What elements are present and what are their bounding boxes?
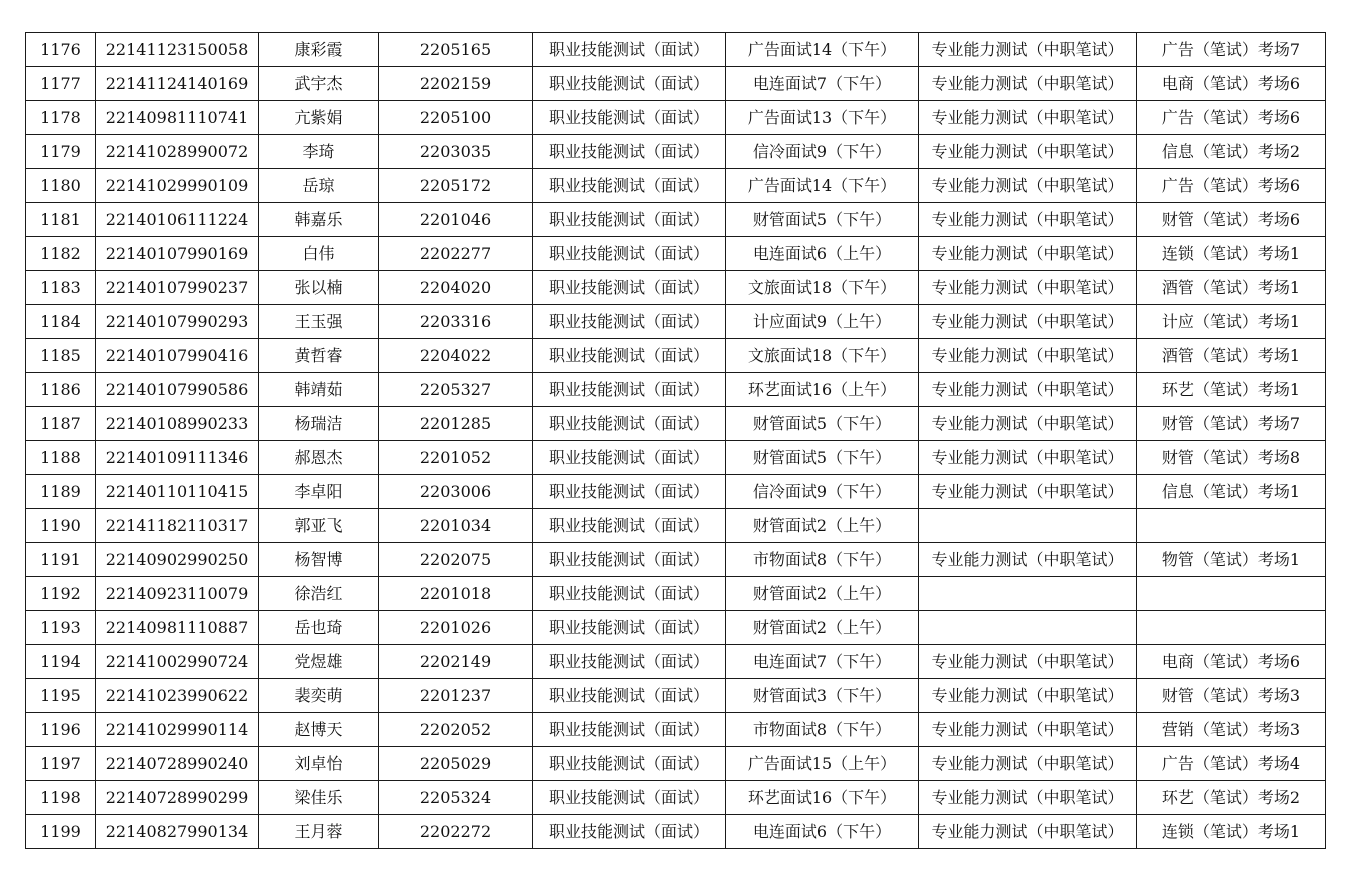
name-cell: 郝恩杰 (259, 441, 379, 475)
interview-room-cell: 电连面试6（下午） (726, 815, 919, 849)
written-room-cell: 连锁（笔试）考场1 (1137, 815, 1326, 849)
interview-room-cell: 电连面试6（上午） (726, 237, 919, 271)
written-room-cell (1137, 509, 1326, 543)
written-subject-cell: 专业能力测试（中职笔试） (919, 543, 1137, 577)
written-subject-cell: 专业能力测试（中职笔试） (919, 169, 1137, 203)
table-row (26, 305, 1326, 339)
table-row (26, 373, 1326, 407)
interview-room-cell: 市物面试8（下午） (726, 713, 919, 747)
exam-number-cell: 2202075 (379, 543, 533, 577)
seq-cell: 1185 (26, 339, 96, 373)
name-cell: 岳琼 (259, 169, 379, 203)
interview-room-cell: 财管面试3（下午） (726, 679, 919, 713)
seq-cell: 1184 (26, 305, 96, 339)
seq-cell: 1180 (26, 169, 96, 203)
name-cell: 武宇杰 (259, 67, 379, 101)
seq-cell: 1196 (26, 713, 96, 747)
interview-subject-cell: 职业技能测试（面试） (533, 781, 726, 815)
candidate-id-cell: 22140109111346 (96, 441, 259, 475)
interview-subject-cell: 职业技能测试（面试） (533, 475, 726, 509)
interview-subject-cell: 职业技能测试（面试） (533, 747, 726, 781)
interview-subject-cell: 职业技能测试（面试） (533, 815, 726, 849)
written-subject-cell: 专业能力测试（中职笔试） (919, 305, 1137, 339)
seq-cell: 1195 (26, 679, 96, 713)
name-cell: 康彩霞 (259, 33, 379, 67)
interview-subject-cell: 职业技能测试（面试） (533, 373, 726, 407)
exam-number-cell: 2204022 (379, 339, 533, 373)
candidate-id-cell: 22140106111224 (96, 203, 259, 237)
candidate-id-cell: 22141124140169 (96, 67, 259, 101)
exam-number-cell: 2202272 (379, 815, 533, 849)
interview-room-cell: 财管面试5（下午） (726, 407, 919, 441)
interview-room-cell: 财管面试5（下午） (726, 441, 919, 475)
name-cell: 岳也琦 (259, 611, 379, 645)
candidate-id-cell: 22140107990416 (96, 339, 259, 373)
seq-cell: 1189 (26, 475, 96, 509)
interview-room-cell: 文旅面试18（下午） (726, 339, 919, 373)
written-room-cell: 酒管（笔试）考场1 (1137, 271, 1326, 305)
table-row (26, 577, 1326, 611)
exam-number-cell: 2205327 (379, 373, 533, 407)
written-subject-cell: 专业能力测试（中职笔试） (919, 679, 1137, 713)
candidate-id-cell: 22140107990237 (96, 271, 259, 305)
candidate-id-cell: 22141028990072 (96, 135, 259, 169)
written-subject-cell: 专业能力测试（中职笔试） (919, 475, 1137, 509)
exam-number-cell: 2201046 (379, 203, 533, 237)
interview-room-cell: 财管面试2（上午） (726, 509, 919, 543)
seq-cell: 1178 (26, 101, 96, 135)
table-row (26, 135, 1326, 169)
exam-number-cell: 2205100 (379, 101, 533, 135)
exam-number-cell: 2203006 (379, 475, 533, 509)
candidate-id-cell: 22140827990134 (96, 815, 259, 849)
written-room-cell: 电商（笔试）考场6 (1137, 67, 1326, 101)
written-room-cell: 广告（笔试）考场4 (1137, 747, 1326, 781)
candidate-id-cell: 22141023990622 (96, 679, 259, 713)
written-room-cell: 酒管（笔试）考场1 (1137, 339, 1326, 373)
written-subject-cell: 专业能力测试（中职笔试） (919, 67, 1137, 101)
interview-subject-cell: 职业技能测试（面试） (533, 203, 726, 237)
table-row (26, 101, 1326, 135)
interview-room-cell: 文旅面试18（下午） (726, 271, 919, 305)
table-row (26, 339, 1326, 373)
seq-cell: 1177 (26, 67, 96, 101)
written-room-cell: 计应（笔试）考场1 (1137, 305, 1326, 339)
interview-subject-cell: 职业技能测试（面试） (533, 645, 726, 679)
candidate-id-cell: 22140110110415 (96, 475, 259, 509)
name-cell: 白伟 (259, 237, 379, 271)
name-cell: 王玉强 (259, 305, 379, 339)
written-room-cell: 物管（笔试）考场1 (1137, 543, 1326, 577)
name-cell: 杨智博 (259, 543, 379, 577)
written-subject-cell: 专业能力测试（中职笔试） (919, 339, 1137, 373)
name-cell: 韩靖茹 (259, 373, 379, 407)
candidate-id-cell: 22141123150058 (96, 33, 259, 67)
written-room-cell: 环艺（笔试）考场2 (1137, 781, 1326, 815)
exam-number-cell: 2203316 (379, 305, 533, 339)
table-row (26, 611, 1326, 645)
candidate-id-cell: 22140107990293 (96, 305, 259, 339)
candidate-id-cell: 22141029990109 (96, 169, 259, 203)
written-subject-cell: 专业能力测试（中职笔试） (919, 441, 1137, 475)
candidate-id-cell: 22140902990250 (96, 543, 259, 577)
exam-number-cell: 2201034 (379, 509, 533, 543)
written-room-cell: 电商（笔试）考场6 (1137, 645, 1326, 679)
interview-subject-cell: 职业技能测试（面试） (533, 543, 726, 577)
table-row (26, 441, 1326, 475)
interview-subject-cell: 职业技能测试（面试） (533, 509, 726, 543)
interview-subject-cell: 职业技能测试（面试） (533, 713, 726, 747)
written-room-cell: 财管（笔试）考场7 (1137, 407, 1326, 441)
written-room-cell: 环艺（笔试）考场1 (1137, 373, 1326, 407)
candidate-id-cell: 22140107990586 (96, 373, 259, 407)
interview-subject-cell: 职业技能测试（面试） (533, 679, 726, 713)
name-cell: 刘卓怡 (259, 747, 379, 781)
name-cell: 王月蓉 (259, 815, 379, 849)
seq-cell: 1187 (26, 407, 96, 441)
table-row (26, 407, 1326, 441)
seq-cell: 1181 (26, 203, 96, 237)
exam-number-cell: 2201026 (379, 611, 533, 645)
exam-number-cell: 2201052 (379, 441, 533, 475)
seq-cell: 1182 (26, 237, 96, 271)
name-cell: 李琦 (259, 135, 379, 169)
table-row (26, 33, 1326, 67)
seq-cell: 1186 (26, 373, 96, 407)
exam-number-cell: 2201237 (379, 679, 533, 713)
candidate-id-cell: 22141029990114 (96, 713, 259, 747)
exam-number-cell: 2202149 (379, 645, 533, 679)
interview-subject-cell: 职业技能测试（面试） (533, 407, 726, 441)
written-room-cell (1137, 611, 1326, 645)
written-subject-cell: 专业能力测试（中职笔试） (919, 101, 1137, 135)
table-row (26, 203, 1326, 237)
interview-room-cell: 计应面试9（上午） (726, 305, 919, 339)
written-room-cell: 财管（笔试）考场3 (1137, 679, 1326, 713)
candidate-id-cell: 22141182110317 (96, 509, 259, 543)
name-cell: 亢紫娟 (259, 101, 379, 135)
written-subject-cell: 专业能力测试（中职笔试） (919, 645, 1137, 679)
exam-number-cell: 2205029 (379, 747, 533, 781)
seq-cell: 1188 (26, 441, 96, 475)
seq-cell: 1190 (26, 509, 96, 543)
written-room-cell: 营销（笔试）考场3 (1137, 713, 1326, 747)
table-row (26, 781, 1326, 815)
candidate-id-cell: 22140728990240 (96, 747, 259, 781)
seq-cell: 1198 (26, 781, 96, 815)
interview-room-cell: 信冷面试9（下午） (726, 475, 919, 509)
table-row (26, 679, 1326, 713)
table-row (26, 713, 1326, 747)
interview-room-cell: 信冷面试9（下午） (726, 135, 919, 169)
seq-cell: 1183 (26, 271, 96, 305)
table-row (26, 747, 1326, 781)
written-subject-cell: 专业能力测试（中职笔试） (919, 815, 1137, 849)
interview-subject-cell: 职业技能测试（面试） (533, 135, 726, 169)
candidate-id-cell: 22140728990299 (96, 781, 259, 815)
exam-number-cell: 2204020 (379, 271, 533, 305)
seq-cell: 1197 (26, 747, 96, 781)
name-cell: 梁佳乐 (259, 781, 379, 815)
written-room-cell: 信息（笔试）考场2 (1137, 135, 1326, 169)
interview-room-cell: 环艺面试16（上午） (726, 373, 919, 407)
interview-room-cell: 财管面试5（下午） (726, 203, 919, 237)
exam-number-cell: 2205324 (379, 781, 533, 815)
written-room-cell: 财管（笔试）考场8 (1137, 441, 1326, 475)
seq-cell: 1192 (26, 577, 96, 611)
written-subject-cell: 专业能力测试（中职笔试） (919, 713, 1137, 747)
table-row (26, 67, 1326, 101)
interview-room-cell: 电连面试7（下午） (726, 645, 919, 679)
written-room-cell: 财管（笔试）考场6 (1137, 203, 1326, 237)
candidate-id-cell: 22140107990169 (96, 237, 259, 271)
written-subject-cell: 专业能力测试（中职笔试） (919, 407, 1137, 441)
interview-room-cell: 广告面试14（下午） (726, 169, 919, 203)
written-room-cell: 广告（笔试）考场6 (1137, 101, 1326, 135)
table-row (26, 645, 1326, 679)
exam-number-cell: 2202277 (379, 237, 533, 271)
name-cell: 裴奕萌 (259, 679, 379, 713)
exam-assignment-table (25, 32, 1326, 849)
interview-subject-cell: 职业技能测试（面试） (533, 101, 726, 135)
written-subject-cell: 专业能力测试（中职笔试） (919, 33, 1137, 67)
written-subject-cell: 专业能力测试（中职笔试） (919, 781, 1137, 815)
written-subject-cell (919, 611, 1137, 645)
seq-cell: 1194 (26, 645, 96, 679)
interview-subject-cell: 职业技能测试（面试） (533, 33, 726, 67)
name-cell: 张以楠 (259, 271, 379, 305)
interview-subject-cell: 职业技能测试（面试） (533, 271, 726, 305)
table-row (26, 475, 1326, 509)
exam-number-cell: 2202052 (379, 713, 533, 747)
exam-number-cell: 2203035 (379, 135, 533, 169)
written-room-cell: 连锁（笔试）考场1 (1137, 237, 1326, 271)
written-room-cell: 广告（笔试）考场7 (1137, 33, 1326, 67)
interview-room-cell: 市物面试8（下午） (726, 543, 919, 577)
name-cell: 李卓阳 (259, 475, 379, 509)
interview-room-cell: 广告面试13（下午） (726, 101, 919, 135)
candidate-id-cell: 22140981110887 (96, 611, 259, 645)
candidate-id-cell: 22141002990724 (96, 645, 259, 679)
written-subject-cell: 专业能力测试（中职笔试） (919, 373, 1137, 407)
table-row (26, 509, 1326, 543)
written-room-cell (1137, 577, 1326, 611)
interview-room-cell: 财管面试2（上午） (726, 577, 919, 611)
exam-number-cell: 2202159 (379, 67, 533, 101)
name-cell: 党煜雄 (259, 645, 379, 679)
candidate-id-cell: 22140108990233 (96, 407, 259, 441)
interview-subject-cell: 职业技能测试（面试） (533, 67, 726, 101)
table-row (26, 815, 1326, 849)
written-room-cell: 广告（笔试）考场6 (1137, 169, 1326, 203)
written-room-cell: 信息（笔试）考场1 (1137, 475, 1326, 509)
written-subject-cell: 专业能力测试（中职笔试） (919, 747, 1137, 781)
written-subject-cell: 专业能力测试（中职笔试） (919, 135, 1137, 169)
candidate-id-cell: 22140981110741 (96, 101, 259, 135)
exam-number-cell: 2201018 (379, 577, 533, 611)
interview-room-cell: 电连面试7（下午） (726, 67, 919, 101)
written-subject-cell (919, 509, 1137, 543)
name-cell: 赵博天 (259, 713, 379, 747)
name-cell: 郭亚飞 (259, 509, 379, 543)
exam-number-cell: 2205172 (379, 169, 533, 203)
table-row (26, 169, 1326, 203)
seq-cell: 1199 (26, 815, 96, 849)
interview-subject-cell: 职业技能测试（面试） (533, 577, 726, 611)
table-row (26, 543, 1326, 577)
interview-subject-cell: 职业技能测试（面试） (533, 441, 726, 475)
written-subject-cell: 专业能力测试（中职笔试） (919, 203, 1137, 237)
interview-subject-cell: 职业技能测试（面试） (533, 237, 726, 271)
seq-cell: 1193 (26, 611, 96, 645)
name-cell: 黄哲睿 (259, 339, 379, 373)
interview-subject-cell: 职业技能测试（面试） (533, 339, 726, 373)
name-cell: 韩嘉乐 (259, 203, 379, 237)
exam-number-cell: 2205165 (379, 33, 533, 67)
interview-subject-cell: 职业技能测试（面试） (533, 169, 726, 203)
seq-cell: 1191 (26, 543, 96, 577)
interview-subject-cell: 职业技能测试（面试） (533, 611, 726, 645)
seq-cell: 1176 (26, 33, 96, 67)
candidate-id-cell: 22140923110079 (96, 577, 259, 611)
written-subject-cell (919, 577, 1137, 611)
interview-room-cell: 财管面试2（上午） (726, 611, 919, 645)
table-row (26, 271, 1326, 305)
interview-room-cell: 环艺面试16（下午） (726, 781, 919, 815)
written-subject-cell: 专业能力测试（中职笔试） (919, 237, 1137, 271)
table-row (26, 237, 1326, 271)
interview-room-cell: 广告面试14（下午） (726, 33, 919, 67)
interview-subject-cell: 职业技能测试（面试） (533, 305, 726, 339)
name-cell: 徐浩红 (259, 577, 379, 611)
exam-number-cell: 2201285 (379, 407, 533, 441)
name-cell: 杨瑞洁 (259, 407, 379, 441)
written-subject-cell: 专业能力测试（中职笔试） (919, 271, 1137, 305)
seq-cell: 1179 (26, 135, 96, 169)
interview-room-cell: 广告面试15（上午） (726, 747, 919, 781)
table-body (26, 33, 1326, 849)
